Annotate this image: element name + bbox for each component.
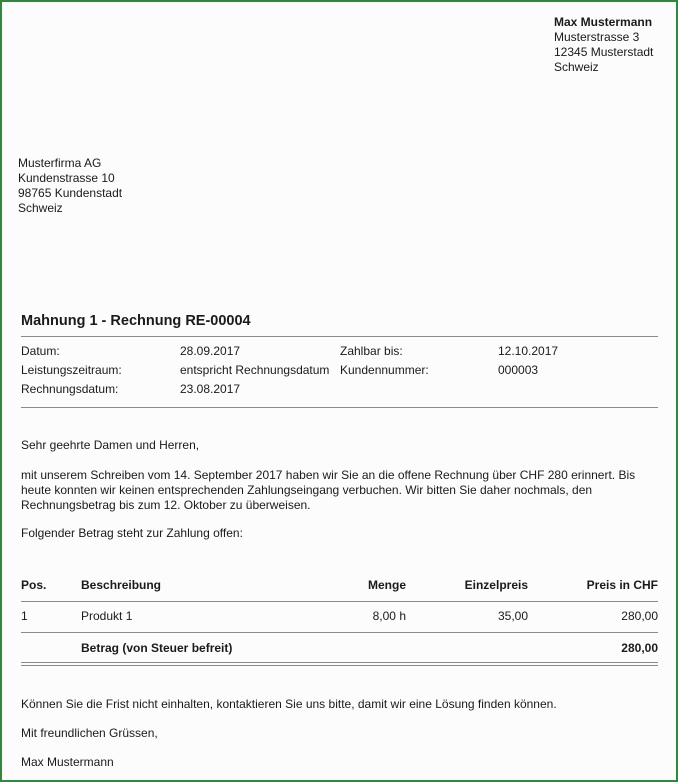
row-einzelpreis: 35,00 — [497, 609, 528, 623]
header-pos: Pos. — [21, 578, 47, 592]
zahlbar-label: Zahlbar bis: — [340, 344, 403, 358]
recipient-country: Schweiz — [18, 201, 63, 215]
table-total — [21, 641, 658, 661]
sender-address — [554, 15, 653, 75]
header-einzelpreis: Einzelpreis — [464, 578, 528, 592]
leistung-label: Leistungszeitraum: — [21, 363, 122, 377]
leistung-value: entspricht Rechnungsdatum — [180, 363, 330, 377]
recipient-street: Kundenstrasse 10 — [18, 171, 115, 185]
recipient-address — [18, 156, 122, 216]
payment-intro: Folgender Betrag steht zur Zahlung offen: — [21, 526, 243, 540]
divider — [21, 407, 658, 408]
row-pos: 1 — [21, 609, 28, 623]
divider — [21, 632, 658, 633]
datum-label: Datum: — [21, 344, 60, 358]
signature: Max Mustermann — [21, 755, 114, 769]
double-divider — [21, 662, 658, 666]
meta-row — [21, 382, 658, 401]
divider — [21, 336, 658, 337]
row-menge: 8,00 h — [372, 609, 406, 623]
kunde-value: 000003 — [498, 363, 539, 377]
meta-row — [21, 363, 658, 382]
sender-city: 12345 Musterstadt — [554, 45, 654, 59]
items-body — [21, 609, 658, 629]
header-preis: Preis in CHF — [586, 578, 658, 592]
datum-value: 28.09.2017 — [180, 344, 241, 358]
sender-name: Max Mustermann — [554, 15, 653, 29]
letter-paragraph: mit unserem Schreiben vom 14. September 2017 haben wir Sie an die offene Rechnung über CHF 280 erinnert. Bis heute konnten wir keinen entsprechenden Zahlungseingang verbuchen. Wir bitten Sie daher nochmals, den Rechnungsbetrag bis zum 12. Oktober zu überweisen. — [21, 468, 636, 512]
header-beschreibung: Beschreibung — [81, 578, 162, 592]
rechnung-label: Rechnungsdatum: — [21, 382, 119, 396]
recipient-company: Musterfirma AG — [18, 156, 102, 170]
zahlbar-value: 12.10.2017 — [498, 344, 559, 358]
total-row — [21, 641, 658, 661]
total-value: 280,00 — [621, 641, 658, 655]
sender-street: Musterstrasse 3 — [554, 30, 640, 44]
greeting: Sehr geehrte Damen und Herren, — [21, 438, 200, 452]
table-header — [21, 578, 658, 598]
row-beschreibung: Produkt 1 — [81, 609, 133, 623]
invoice-meta — [21, 344, 658, 401]
recipient-city: 98765 Kundenstadt — [18, 186, 123, 200]
rechnung-value: 23.08.2017 — [180, 382, 241, 396]
kunde-label: Kundennummer: — [340, 363, 429, 377]
total-label: Betrag (von Steuer befreit) — [81, 641, 233, 655]
table-row — [21, 609, 658, 629]
closing-note: Können Sie die Frist nicht einhalten, kontaktieren Sie uns bitte, damit wir eine Lösung finden können. — [21, 697, 557, 711]
sender-country: Schweiz — [554, 60, 599, 74]
row-preis: 280,00 — [621, 609, 658, 623]
items-table — [21, 578, 658, 598]
meta-row — [21, 344, 658, 363]
regards: Mit freundlichen Grüssen, — [21, 726, 158, 740]
document-title: Mahnung 1 - Rechnung RE-00004 — [21, 313, 251, 329]
header-menge: Menge — [367, 578, 406, 592]
divider — [21, 601, 658, 602]
